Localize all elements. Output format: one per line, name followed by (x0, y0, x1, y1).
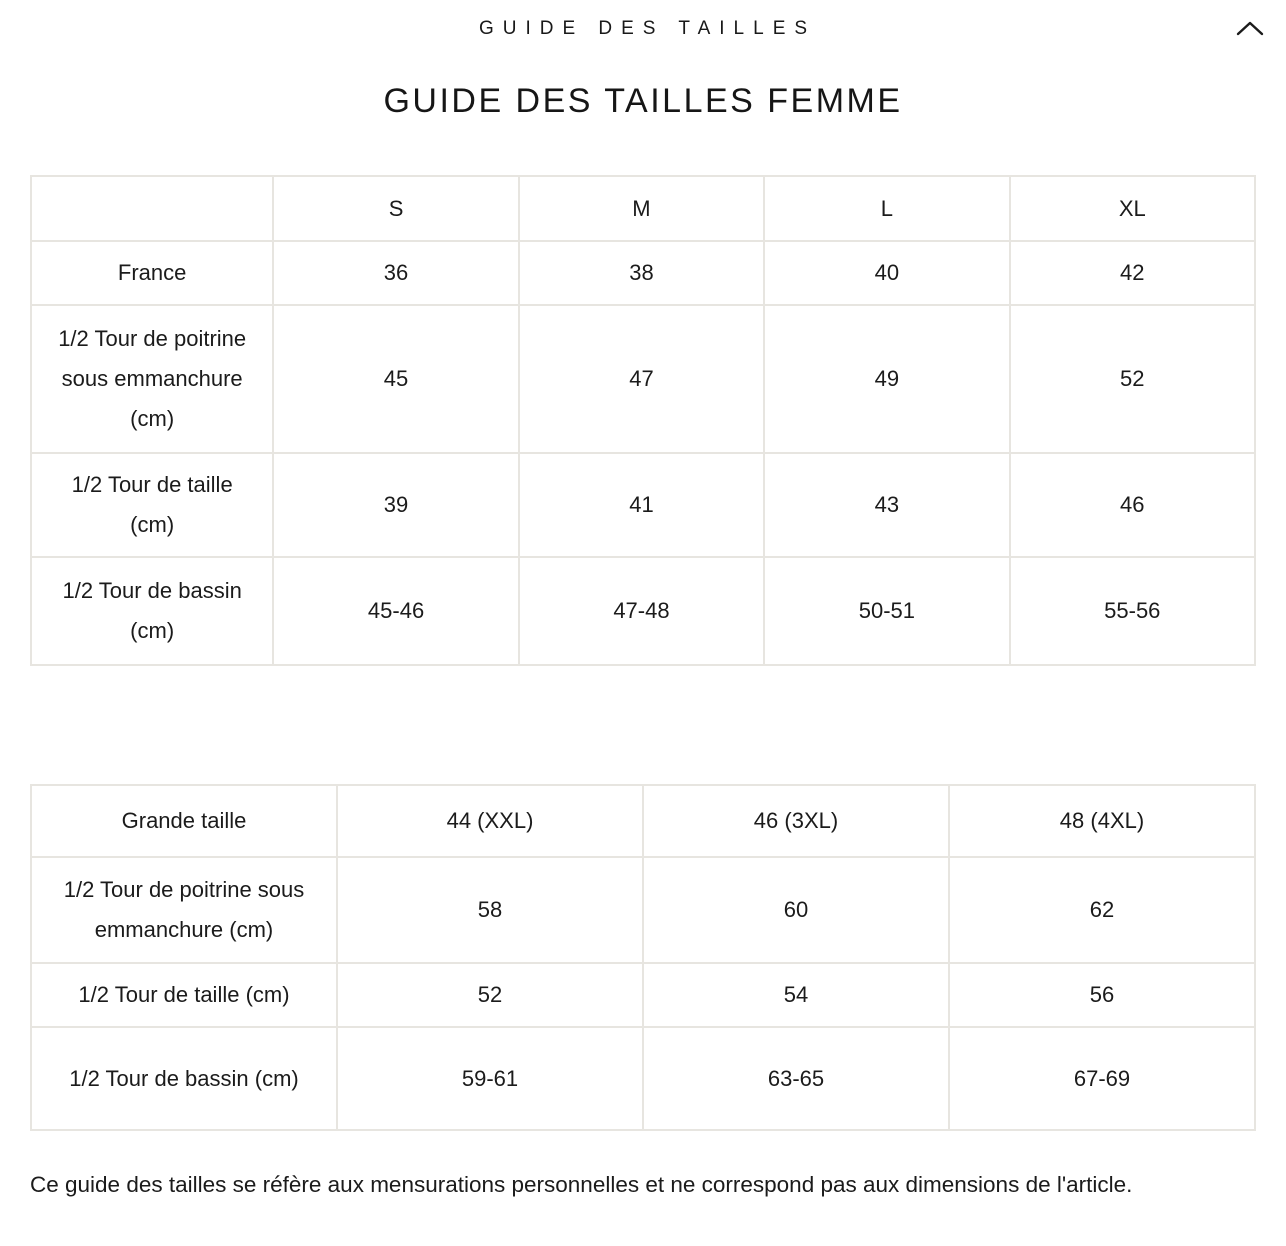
cell-value: 38 (519, 241, 764, 305)
size-table-femme-standard (30, 175, 1256, 666)
cell-value: 58 (337, 857, 643, 963)
cell-value: 62 (949, 857, 1255, 963)
cell-value: 47-48 (519, 557, 764, 665)
collapse-panel-button[interactable] (1232, 14, 1268, 42)
table-row-chest (31, 857, 1255, 963)
cell-value: 67-69 (949, 1027, 1255, 1130)
col-header-grande-taille: Grande taille (31, 785, 337, 857)
cell-value: 49 (764, 305, 1009, 453)
table-row-plus-sizes-header (31, 785, 1255, 857)
row-label: 1/2 Tour de poitrine sous emmanchure (cm) (31, 857, 337, 963)
row-label: France (31, 241, 273, 305)
row-label: 1/2 Tour de bassin (cm) (31, 1027, 337, 1130)
topbar-title: GUIDE DES TAILLES (478, 18, 817, 39)
row-label: 1/2 Tour de poitrine sous emmanchure (cm) (31, 305, 273, 453)
cell-value: 59-61 (337, 1027, 643, 1130)
col-header-l: L (764, 176, 1009, 241)
page-title: GUIDE DES TAILLES FEMME (383, 82, 903, 120)
cell-value: 39 (273, 453, 518, 557)
table-row-france (31, 241, 1255, 305)
table-row-sizes-header (31, 176, 1255, 241)
cell-value: 45 (273, 305, 518, 453)
cell-value: 40 (764, 241, 1009, 305)
cell-value: 45-46 (273, 557, 518, 665)
cell-value: 63-65 (643, 1027, 949, 1130)
size-table-femme-grande-taille (30, 784, 1256, 1131)
cell-value: 60 (643, 857, 949, 963)
cell-value: 43 (764, 453, 1009, 557)
col-header-xl: XL (1010, 176, 1255, 241)
col-header-44-xxl: 44 (XXL) (337, 785, 643, 857)
row-label: 1/2 Tour de taille (cm) (31, 963, 337, 1027)
cell-value: 55-56 (1010, 557, 1255, 665)
table-row-chest (31, 305, 1255, 453)
cell-value: 46 (1010, 453, 1255, 557)
cell-value: 52 (1010, 305, 1255, 453)
row-label: 1/2 Tour de bassin (cm) (31, 557, 273, 665)
row-label: 1/2 Tour de taille (cm) (31, 453, 273, 557)
col-header-m: M (519, 176, 764, 241)
cell-value: 52 (337, 963, 643, 1027)
cell-value: 47 (519, 305, 764, 453)
table-row-hip (31, 557, 1255, 665)
col-header-46-3xl: 46 (3XL) (643, 785, 949, 857)
size-guide-disclaimer: Ce guide des tailles se réfère aux mensurations personnelles et ne correspond pas aux dimensions de l'article. (30, 1172, 1133, 1197)
chevron-up-icon (1235, 19, 1265, 38)
table-row-waist (31, 963, 1255, 1027)
cell-value: 56 (949, 963, 1255, 1027)
col-header-s: S (273, 176, 518, 241)
table-row-hip (31, 1027, 1255, 1130)
corner-cell (31, 176, 273, 241)
col-header-48-4xl: 48 (4XL) (949, 785, 1255, 857)
cell-value: 41 (519, 453, 764, 557)
table-row-waist (31, 453, 1255, 557)
cell-value: 36 (273, 241, 518, 305)
size-guide-topbar (0, 0, 1286, 46)
cell-value: 54 (643, 963, 949, 1027)
cell-value: 42 (1010, 241, 1255, 305)
cell-value: 50-51 (764, 557, 1009, 665)
